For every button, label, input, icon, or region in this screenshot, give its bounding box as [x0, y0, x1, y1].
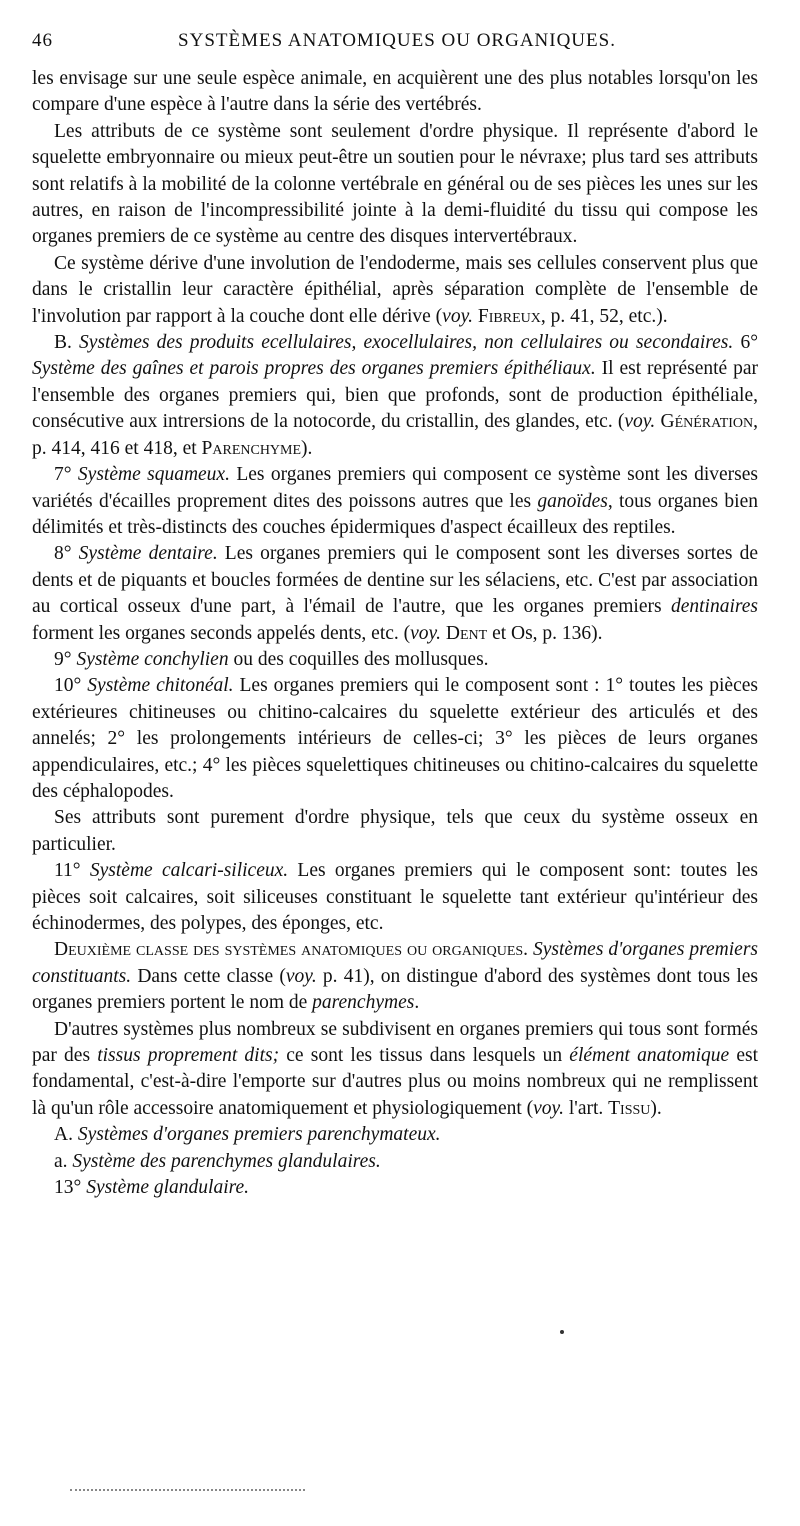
paragraph: [32, 462, 758, 541]
text-run: Tissu: [608, 1097, 651, 1119]
page-number: 46: [32, 30, 53, 51]
text-run: 9°: [54, 648, 77, 670]
text-run: Les organes premiers qui composent ce système sont les diverses variétés d'écailles proprement dites des poissons autres que les: [32, 464, 758, 512]
paragraph: [32, 858, 758, 937]
text-run: ce sont les tissus dans lesquels un: [279, 1045, 570, 1067]
text-run: les envisage sur une seule espèce animale, en acquièrent une des plus notables lorsqu'on les compare d'une espèce à l'autre dans la série des vertébrés.: [32, 68, 758, 116]
text-run: Système dentaire.: [78, 543, 218, 565]
text-run: Systèmes d'organes premiers parenchymateux.: [77, 1124, 441, 1146]
text-run: Système calcari-siliceux.: [89, 860, 289, 882]
paragraph: [32, 647, 758, 673]
text-run: Systèmes des produits ecellulaires, exocellulaires, non cellulaires ou secondaires.: [79, 332, 734, 354]
text-run: voy.: [624, 411, 656, 433]
paragraph: [32, 66, 758, 119]
text-run: Dans cette classe (: [131, 965, 286, 987]
text-run: Ses attributs sont purement d'ordre physique, tels que ceux du système osseux en particulier.: [32, 807, 758, 855]
paragraph: [32, 119, 758, 251]
text-run: Système glandulaire.: [86, 1177, 250, 1199]
text-run: Parenchyme: [201, 437, 302, 459]
text-run: Dent: [445, 622, 488, 644]
text-run: et Os, p. 136).: [487, 622, 603, 644]
paragraph: [32, 1175, 758, 1201]
text-run: Système des gaînes et parois propres des organes premiers épithéliaux.: [32, 358, 596, 380]
body-text: [32, 66, 758, 1201]
paragraph: [32, 541, 758, 647]
text-run: A.: [54, 1124, 78, 1146]
text-run: ganoïdes: [537, 490, 608, 512]
text-run: Deuxième classe des systèmes anatomiques ou organiques.: [54, 939, 529, 961]
text-run: 13°: [54, 1177, 87, 1199]
text-run: ).: [301, 437, 313, 459]
text-run: Il est représenté par l'ensemble des organes premiers qui, bien que profonds, sont de production épithéliale, consécutive aux intrersions de la notocorde, du cristallin, des glandes, etc. (: [32, 358, 758, 433]
paragraph: [32, 330, 758, 462]
text-run: Ce système dérive d'une involution de l'endoderme, mais ses cellules conservent plus que dans le cristallin leur caractère épithélial, après séparation complète de l'ensemble de l'involution par rapport à la couche dont elle dérive (: [32, 252, 758, 327]
text-run: voy.: [442, 305, 474, 327]
text-run: a.: [54, 1150, 73, 1172]
text-run: parenchymes: [312, 992, 415, 1014]
text-run: voy.: [285, 965, 317, 987]
text-run: Les organes premiers qui le composent sont les diverses sortes de dents et de piquants et boucles formées de dentine sur les sélaciens, etc. C'est par association au cortical osseux d'une part, à l'émail de l'autre, que les organes premiers: [32, 543, 758, 618]
text-run: , tous organes bien délimités et très-distincts des couches épidermiques d'aspect écailleux des reptiles.: [32, 490, 758, 538]
text-run: Fibreux: [477, 305, 541, 327]
text-run: voy.: [533, 1097, 565, 1119]
ink-speck: [560, 1330, 564, 1334]
text-run: Génération: [660, 411, 754, 433]
paragraph: [32, 1122, 758, 1148]
text-run: ).: [650, 1097, 662, 1119]
text-run: 7°: [54, 464, 78, 486]
text-run: p. 41), on distingue d'abord des systèmes dont tous les organes premiers portent le nom de: [32, 965, 758, 1014]
text-run: 11°: [54, 860, 90, 882]
paragraph: [32, 1017, 758, 1123]
paragraph: [32, 1149, 758, 1175]
text-run: ou des coquilles des mollusques.: [228, 648, 489, 670]
text-run: voy.: [410, 622, 442, 644]
paragraph: [32, 673, 758, 805]
text-run: Les organes premiers qui le composent sont: toutes les pièces soit calcaires, soit siliceuses constituant le squelette tant extérieur qu'intérieur des échinodermes, des polypes, des éponges, etc.: [32, 860, 759, 934]
text-run: .: [414, 992, 420, 1014]
text-run: 10°: [54, 675, 88, 697]
text-run: l'art.: [564, 1097, 609, 1119]
text-run: , p. 41, 52, etc.).: [540, 305, 668, 327]
text-run: Les attributs de ce système sont seulement d'ordre physique. Il représente d'abord le squelette embryonnaire ou mieux peut-être un soutien pour le névraxe; plus tard ses attributs sont relatifs à la mobilité de la colonne vertébrale en général ou de ses pièces les unes sur les autres, en raison de l'incompressibilité jointe à la demi-fluidité du tissu qui compose les organes premiers de ce système au centre des disques intervertébraux.: [32, 120, 758, 248]
text-run: 6°: [733, 332, 758, 354]
text-run: élément anatomique: [569, 1045, 730, 1067]
text-run: Systèmes d'organes premiers constituants.: [32, 939, 758, 987]
text-run: forment les organes seconds appelés dents, etc. (: [32, 622, 411, 644]
text-run: B.: [54, 332, 80, 354]
text-run: dentinaires: [670, 596, 758, 618]
text-run: est fondamental, c'est-à-dire l'emporte sur d'autres plus ou moins nombreux qui ne remplissent là qu'un rôle accessoire anatomiquement et physiologiquement (: [32, 1045, 758, 1119]
text-run: Les organes premiers qui le composent sont : 1° toutes les pièces extérieures chitineuses ou chitino-calcaires du squelette extérieur des articulés et des annelés; 2° les prolongements intérieurs de celles-ci; 3° les pièces de leurs organes appendiculaires, etc.; 4° les pièces squelettiques chitineuses ou chitino-calcaires du squelette des céphalopodes.: [32, 675, 758, 802]
paragraph: [32, 251, 758, 330]
page-header: [32, 30, 762, 60]
text-run: Système chitonéal.: [87, 675, 234, 697]
text-run: Système des parenchymes glandulaires.: [72, 1150, 381, 1172]
footer-rule: [70, 1489, 305, 1491]
paragraph: [32, 805, 758, 858]
text-run: Système squameux.: [77, 464, 230, 486]
text-run: D'autres systèmes plus nombreux se subdivisent en organes premiers qui tous sont formés par des: [32, 1018, 758, 1067]
text-run: tissus proprement dits;: [97, 1045, 280, 1067]
text-run: , p. 414, 416 et 418, et: [32, 411, 759, 459]
paragraph: [32, 937, 758, 1016]
text-run: Système conchylien: [76, 648, 229, 670]
text-run: 8°: [54, 543, 79, 565]
running-title: SYSTÈMES ANATOMIQUES OU ORGANIQUES.: [178, 30, 616, 51]
